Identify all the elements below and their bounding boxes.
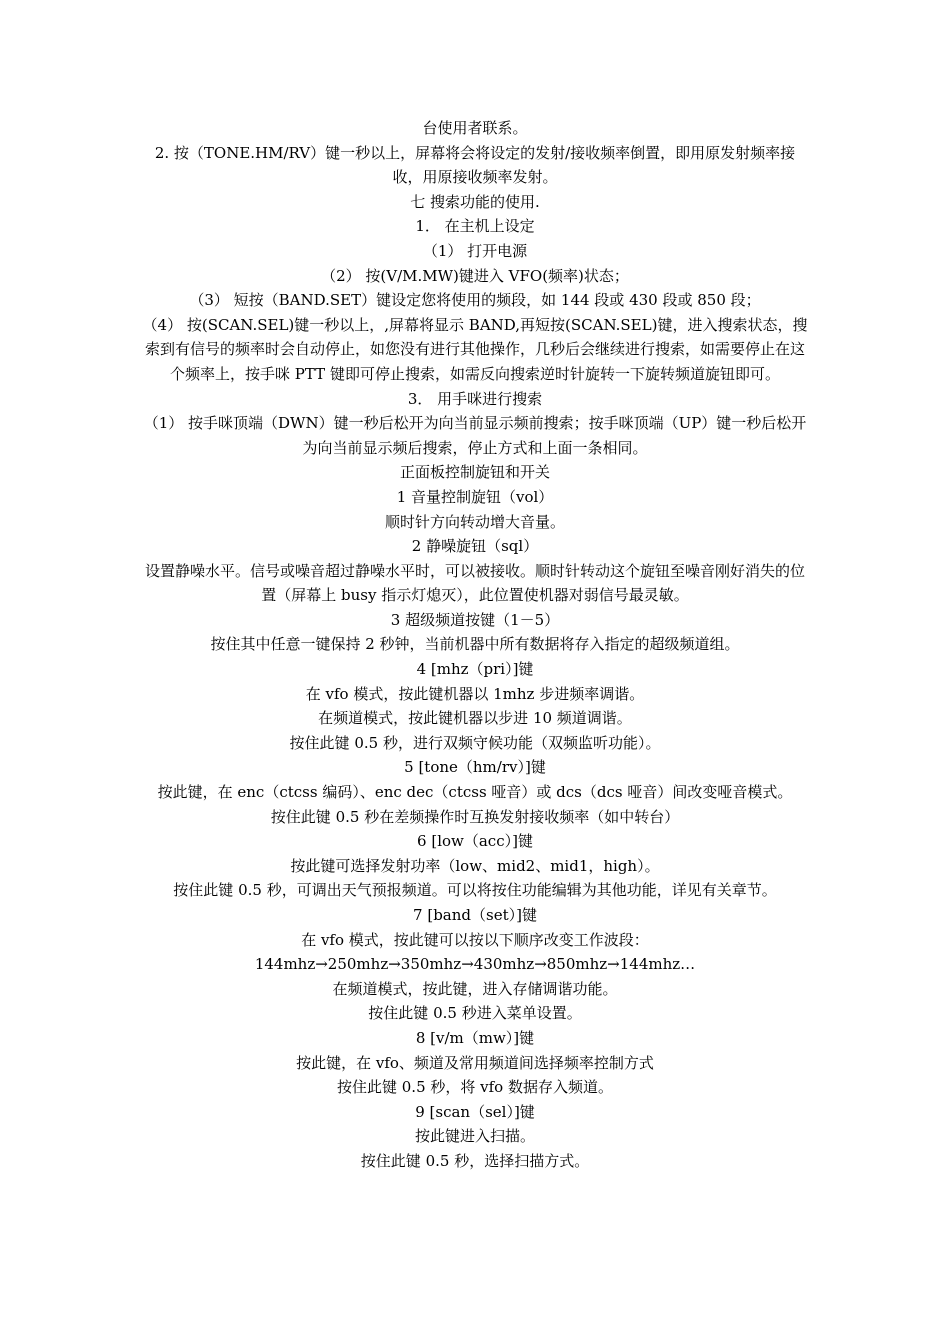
subsection-heading: 3． 用手咪进行搜索	[407, 389, 543, 408]
control-heading: 1 音量控制旋钮（vol）	[396, 487, 554, 506]
section-heading: 七 搜索功能的使用.	[410, 192, 540, 211]
control-heading: 4 [mhz（pri）]键	[416, 660, 534, 679]
text-line: 在频道模式，按此键机器以步进 10 频道调谐。	[318, 709, 632, 728]
control-heading: 6 [low（acc）]键	[417, 832, 533, 851]
text-line: 设置静噪水平。信号或噪音超过静噪水平时，可以被接收。顺时针转动这个旋钮至噪音刚好消失的位置（屏幕上 busy 指示灯熄灭），此位置使机器对弱信号最灵敏。	[144, 561, 805, 605]
text-line: 按此键可选择发射功率（low、mid2、mid1，high）。	[290, 856, 660, 875]
control-heading: 7 [band（set）]键	[413, 906, 537, 924]
text-line: 按住此键 0.5 秒，将 vfo 数据存入频道。	[337, 1078, 613, 1097]
text-line: 按住此键 0.5 秒，选择扫描方式。	[360, 1151, 590, 1170]
text-line: 144mhz→250mhz→350mhz→430mhz→850mhz→144mhz…	[254, 955, 696, 974]
document-page	[140, 116, 810, 1174]
step-item: （2） 按(V/M.MW)键进入 VFO(频率)状态；	[321, 266, 629, 285]
control-heading: 3 超级频道按键（1－5）	[390, 610, 560, 629]
text-line: 按住此键 0.5 秒，可调出天气预报频道。可以将按住功能编辑为其他功能，详见有关章节。	[173, 881, 777, 900]
text-line: 按此键，在 vfo、频道及常用频道间选择频率控制方式	[296, 1053, 654, 1072]
text-line: 2. 按（TONE.HM/RV）键一秒以上，屏幕将会将设定的发射/接收频率倒置，即用原发射频率接收，用原接收频率发射。	[154, 143, 796, 187]
text-line: 按此键进入扫描。	[414, 1127, 535, 1146]
text-line: 在频道模式，按此键，进入存储调谐功能。	[332, 979, 618, 998]
text-line: 按住其中任意一键保持 2 秒钟，当前机器中所有数据将存入指定的超级频道组。	[210, 635, 740, 654]
text-line: 按此键，在 enc（ctcss 编码）、enc dec（ctcss 哑音）或 dcs（dcs 哑音）间改变哑音模式。	[157, 783, 793, 802]
control-heading: 9 [scan（sel）]键	[415, 1102, 535, 1121]
section-heading: 正面板控制旋钮和开关	[399, 463, 550, 482]
text-line: 按住此键 0.5 秒在差频操作时互换发射接收频率（如中转台）	[270, 807, 680, 826]
text-line: 按住此键 0.5 秒进入菜单设置。	[368, 1004, 582, 1023]
control-heading: 8 [v/m（mw）]键	[415, 1028, 535, 1047]
text-line: 顺时针方向转动增大音量。	[384, 512, 565, 531]
step-item: （1） 打开电源	[422, 241, 528, 260]
text-line: 按住此键 0.5 秒，进行双频守候功能（双频监听功能）。	[289, 733, 661, 752]
text-line: 台使用者联系。	[422, 119, 528, 137]
step-item: （3） 短按（BAND.SET）键设定您将使用的频段，如 144 段或 430 段或 850 段；	[189, 291, 761, 310]
step-item: （1） 按手咪顶端（DWN）键一秒后松开为向当前显示频前搜索；按手咪顶端（UP）键一秒后松开为向当前显示频后搜索，停止方式和上面一条相同。	[143, 414, 807, 457]
step-item: （4） 按(SCAN.SEL)键一秒以上，,屏幕将显示 BAND,再短按(SCAN.SEL)键，进入搜索状态，搜索到有信号的频率时会自动停止，如您没有进行其他操作，几秒后会继续进行搜索，如需要停止在这个频率上，按手咪 PTT 键即可停止搜索，如需反向搜索逆时针旋转一下旋转频道旋钮即可。	[142, 315, 808, 383]
text-line: 在 vfo 模式，按此键机器以 1mhz 步进频率调谐。	[305, 684, 645, 703]
text-line: 在 vfo 模式，按此键可以按以下顺序改变工作波段：	[301, 930, 649, 949]
control-heading: 2 静噪旋钮（sql）	[411, 537, 539, 556]
subsection-heading: 1． 在主机上设定	[415, 217, 535, 236]
control-heading: 5 [tone（hm/rv）]键	[404, 758, 546, 777]
